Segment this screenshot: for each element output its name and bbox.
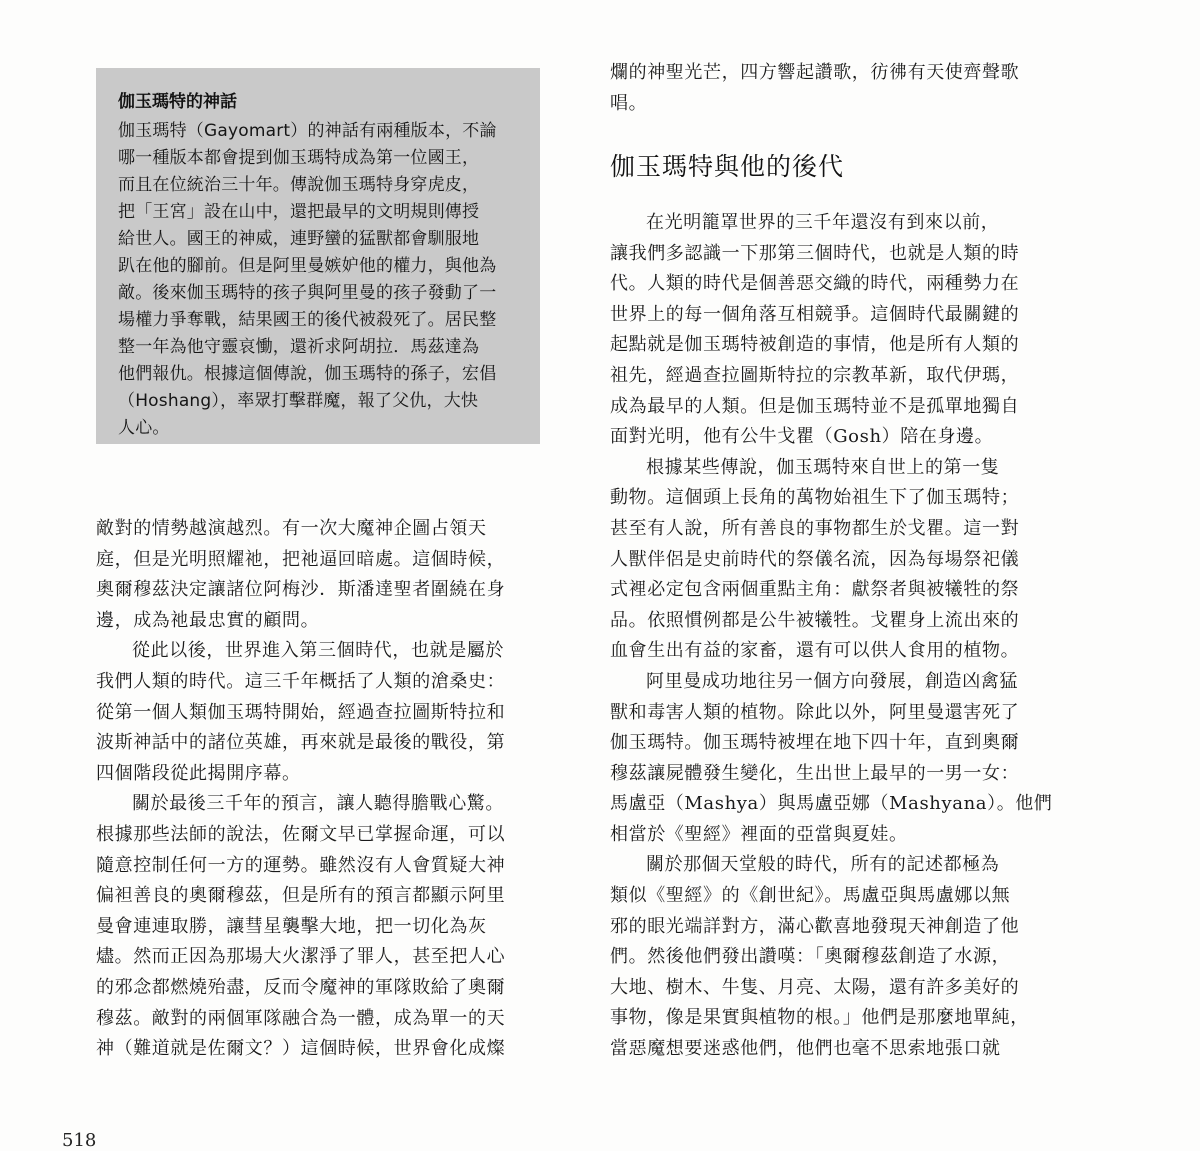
text-line: 代。人類的時代是個善惡交織的時代，兩種勢力在 bbox=[610, 273, 1020, 295]
text-line: 燼。然而正因為那場大火潔淨了罪人，甚至把人心 bbox=[96, 946, 506, 968]
text-line: 類似《聖經》的《創世紀》。馬盧亞與馬盧娜以無 bbox=[610, 885, 1011, 907]
text-line: 人獸伴侶是史前時代的祭儀名流，因為每場祭祀儀 bbox=[610, 548, 1020, 570]
text-line: 四個階段從此揭開序幕。 bbox=[96, 762, 301, 784]
text-line: 趴在他的腳前。但是阿里曼嫉妒他的權力，與他為 bbox=[118, 256, 497, 276]
text-line: 式裡必定包含兩個重點主角：獻祭者與被犧牲的祭 bbox=[610, 579, 1020, 601]
text-line: 唱。 bbox=[610, 92, 648, 114]
text-line: 爛的神聖光芒，四方響起讚歌，彷彿有天使齊聲歌 bbox=[610, 62, 1020, 83]
text-line: 世界上的每一個角落互相競爭。這個時代最關鍵的 bbox=[610, 303, 1020, 325]
page-number: 518 bbox=[62, 1130, 97, 1151]
left-column-text bbox=[96, 514, 566, 1065]
text-line: 動物。這個頭上長角的萬物始祖生下了伽玉瑪特； bbox=[610, 487, 1020, 509]
text-line: 成為最早的人類。但是伽玉瑪特並不是孤單地獨自 bbox=[610, 395, 1020, 417]
text-line: 邪的眼光端詳對方，滿心歡喜地發現天神創造了他 bbox=[610, 915, 1020, 937]
text-line: 曼會連連取勝，讓彗星襲擊大地，把一切化為灰 bbox=[96, 915, 487, 937]
text-line: 獸和毒害人類的植物。除此以外，阿里曼還害死了 bbox=[610, 701, 1020, 723]
text-line: 敵對的情勢越演越烈。有一次大魔神企圖占領天 bbox=[96, 518, 487, 539]
text-line: 根據某些傳說，伽玉瑪特來自世上的第一隻 bbox=[646, 456, 1000, 478]
text-line: 隨意控制任何一方的運勢。雖然沒有人會質疑大神 bbox=[96, 854, 506, 876]
sidebar-text bbox=[118, 118, 518, 442]
text-line: 偏袒善良的奧爾穆茲，但是所有的預言都顯示阿里 bbox=[96, 885, 506, 907]
text-line: 我們人類的時代。這三千年概括了人類的滄桑史： bbox=[96, 670, 506, 692]
text-line: 整一年為他守靈哀慟，還祈求阿胡拉．馬茲達為 bbox=[118, 337, 480, 357]
text-line: 在光明籠罩世界的三千年還沒有到來以前， bbox=[646, 212, 1000, 233]
text-line: 穆茲。敵對的兩個軍隊融合為一體，成為單一的天 bbox=[96, 1007, 506, 1029]
text-line: 馬盧亞（Mashya）與馬盧亞娜（Mashyana）。他們 bbox=[610, 793, 1053, 815]
text-line: 讓我們多認識一下那第三個時代，也就是人類的時 bbox=[610, 242, 1020, 264]
text-line: 阿里曼成功地往另一個方向發展，創造凶禽猛 bbox=[646, 670, 1018, 692]
text-line: 神（難道就是佐爾文？）這個時候，世界會化成燦 bbox=[96, 1038, 506, 1060]
text-line: 關於最後三千年的預言，讓人聽得膽戰心驚。 bbox=[132, 793, 504, 815]
text-line: 哪一種版本都會提到伽玉瑪特成為第一位國王， bbox=[118, 148, 480, 168]
text-line: 穆茲讓屍體發生變化，生出世上最早的一男一女： bbox=[610, 762, 1020, 784]
text-line: 他們報仇。根據這個傳說，伽玉瑪特的孫子，宏倡 bbox=[118, 364, 497, 384]
text-line: 場權力爭奪戰，結果國王的後代被殺死了。居民整 bbox=[118, 310, 497, 330]
text-line: 從第一個人類伽玉瑪特開始，經過查拉圖斯特拉和 bbox=[96, 701, 506, 723]
text-line: 人心。 bbox=[118, 418, 170, 438]
text-line: 波斯神話中的諸位英雄，再來就是最後的戰役，第 bbox=[96, 732, 506, 754]
text-line: 們。然後他們發出讚嘆：「奧爾穆茲創造了水源， bbox=[610, 946, 1011, 968]
text-line: 當惡魔想要迷惑他們，他們也毫不思索地張口就 bbox=[610, 1038, 1001, 1060]
text-line: 邊，成為祂最忠實的顧問。 bbox=[96, 609, 320, 631]
section-heading: 伽玉瑪特與他的後代 bbox=[610, 152, 845, 181]
text-line: 從此以後，世界進入第三個時代，也就是屬於 bbox=[132, 640, 504, 662]
text-line: 血會生出有益的家畜，還有可以供人食用的植物。 bbox=[610, 640, 1020, 662]
right-column-continuation bbox=[610, 58, 1080, 119]
text-line: （Hoshang），率眾打擊群魔，報了父仇，大快 bbox=[118, 391, 479, 411]
text-line: 相當於《聖經》裡面的亞當與夏娃。 bbox=[610, 823, 908, 845]
text-line: 的邪念都燃燒殆盡，反而令魔神的軍隊敗給了奧爾 bbox=[96, 976, 506, 998]
text-line: 敵。後來伽玉瑪特的孩子與阿里曼的孩子發動了一 bbox=[118, 283, 497, 303]
text-line: 甚至有人說，所有善良的事物都生於戈瞿。這一對 bbox=[610, 517, 1020, 539]
text-line: 品。依照慣例都是公牛被犧牲。戈瞿身上流出來的 bbox=[610, 609, 1020, 631]
sidebar-box bbox=[96, 68, 540, 444]
text-line: 根據那些法師的說法，佐爾文早已掌握命運，可以 bbox=[96, 823, 506, 845]
text-line: 而且在位統治三十年。傳說伽玉瑪特身穿虎皮， bbox=[118, 175, 480, 195]
text-line: 伽玉瑪特。伽玉瑪特被埋在地下四十年，直到奧爾 bbox=[610, 732, 1020, 754]
text-line: 關於那個天堂般的時代，所有的記述都極為 bbox=[646, 854, 1000, 876]
text-line: 事物，像是果實與植物的根。」他們是那麼地單純， bbox=[610, 1007, 1029, 1029]
sidebar-title: 伽玉瑪特的神話 bbox=[118, 92, 237, 112]
text-line: 伽玉瑪特（Gayomart）的神話有兩種版本，不論 bbox=[118, 121, 497, 141]
text-line: 奧爾穆茲決定讓諸位阿梅沙．斯潘達聖者圍繞在身 bbox=[96, 579, 506, 601]
text-line: 給世人。國王的神威，連野蠻的猛獸都會馴服地 bbox=[118, 229, 480, 249]
right-column-text bbox=[610, 208, 1080, 1065]
text-line: 祖先，經過查拉圖斯特拉的宗教革新，取代伊瑪， bbox=[610, 364, 1020, 386]
text-line: 面對光明，他有公牛戈瞿（Gosh）陪在身邊。 bbox=[610, 426, 994, 448]
text-line: 起點就是伽玉瑪特被創造的事情，他是所有人類的 bbox=[610, 334, 1020, 356]
text-line: 大地、樹木、牛隻、月亮、太陽，還有許多美好的 bbox=[610, 976, 1020, 998]
text-line: 把「王宮」設在山中，還把最早的文明規則傳授 bbox=[118, 202, 480, 222]
text-line: 庭，但是光明照耀祂，把祂逼回暗處。這個時候， bbox=[96, 548, 506, 570]
